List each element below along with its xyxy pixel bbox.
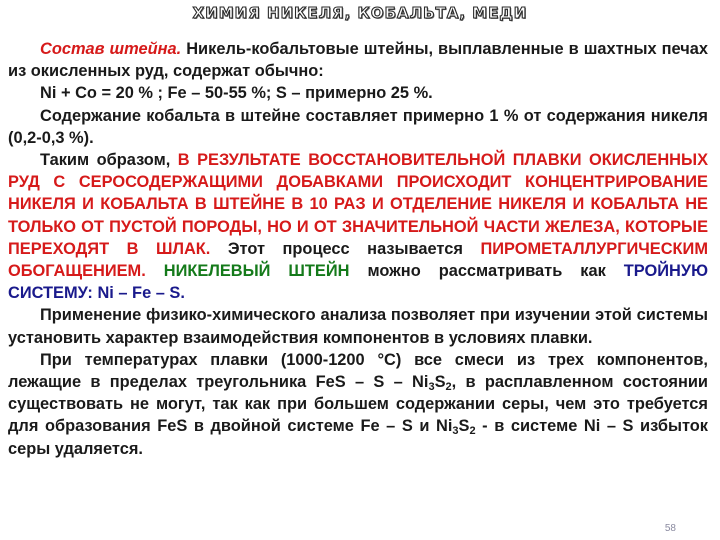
paragraph-text: Содержание кобальта в штейне составляет примерно 1 % от содержания никеля (0,2-0,3 %). <box>8 106 708 147</box>
page-number: 58 <box>664 523 676 534</box>
term-pyrometallurgical-enrichment: ПИРОМЕТАЛЛУРГИЧЕСКИМ ОБОГАЩЕНИЕМ. <box>8 239 708 281</box>
term-ternary-system: ТРОЙНУЮ СИСТЕМУ: Ni – Fe – S. <box>8 262 708 303</box>
highlight-text: В РЕЗУЛЬТАТЕ ВОССТАНОВИТЕЛЬНОЙ ПЛАВКИ ОКИСЛЕННЫХ РУД С СЕРОСОДЕРЖАЩИМИ ДОБАВКАМИ ПРОИСХОДИТ КОНЦЕНТРИРОВАНИЕ НИКЕЛЯ И КОБАЛЬТА В ШТЕЙНЕ В 10 РАЗ И ОТДЕЛЕНИЕ НИКЕЛЯ И КОБАЛЬТА НЕ ТОЛЬКО ОТ ПУСТОЙ ПОРОДЫ, НО И ОТ ЗНАЧИТЕЛЬНОЙ ЧАСТИ ЖЕЛЕЗА, КОТОРЫЕ ПЕРЕХОДЯТ В ШЛАК. <box>8 151 708 258</box>
paragraph-matte-composition <box>8 38 708 82</box>
paragraph-analysis <box>8 304 708 348</box>
paragraph-text: Применение физико-химического анализа позволяет при изучении этой системы установить характер взаимодействия компонентов в условиях плавки. <box>8 306 708 347</box>
body-text <box>8 38 708 460</box>
paragraph-text: Таким образом, <box>40 151 178 170</box>
paragraph-text: Этот процесс называется <box>210 239 481 258</box>
term-nickel-matte: НИКЕЛЕВЫЙ ШТЕЙН <box>163 262 350 281</box>
section-heading: Состав штейна. <box>40 40 182 58</box>
paragraph-cobalt-content <box>8 105 708 149</box>
paragraph-text: можно рассматривать как <box>349 262 624 281</box>
paragraph-composition-values <box>8 82 708 104</box>
paragraph-text: Ni + Co = 20 % ; Fe – 50-55 %; S – примерно 25 %. <box>40 84 433 103</box>
slide-title: ХИМИЯ НИКЕЛЯ, КОБАЛЬТА, МЕДИ <box>192 4 528 22</box>
paragraph-conclusion <box>8 149 708 304</box>
paragraph-temperatures: При температурах плавки (1000-1200 °С) все смеси из трех компонентов, лежащие в пределах треугольника FeS – S – $Ni_3S_2$, в расплавленном состоянии существовать не могут, так как при большем содержании серы, чем это требуется для образования FeS в двойной системе Fe – S и $Ni_3S_2$ - в системе Ni – S избыток серы удаляется. <box>8 350 709 458</box>
paragraph-text: Никель-кобальтовые штейны, выплавленные в шахтных печах из окисленных руд, содержат обычно: <box>8 40 708 81</box>
